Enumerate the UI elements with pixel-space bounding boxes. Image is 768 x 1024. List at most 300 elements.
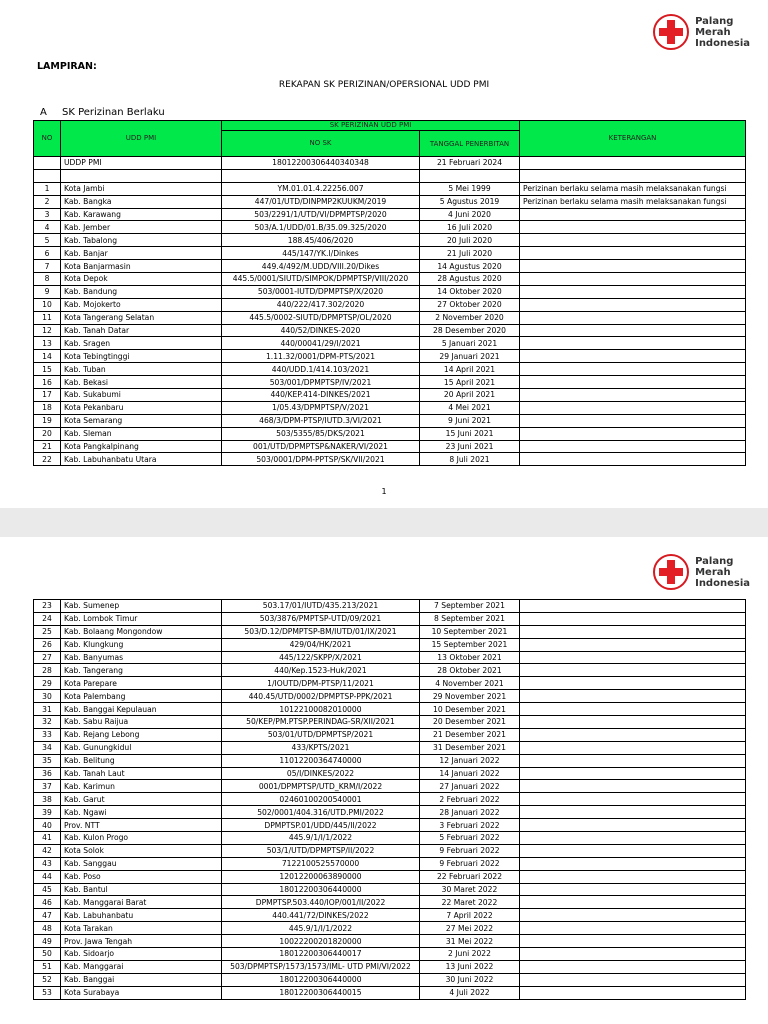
row-udd: Kab. Sragen — [61, 337, 222, 350]
row-udd: Kab. Tanah Datar — [61, 324, 222, 337]
row-no: 41 — [34, 832, 61, 845]
row-nosk: 440.441/72/DINKES/2022 — [222, 909, 420, 922]
row-tanggal: 10 Desember 2021 — [420, 703, 520, 716]
row-no: 17 — [34, 389, 61, 402]
row-nosk: 440/UDD.1/414.103/2021 — [222, 363, 420, 376]
row-nosk: 445.5/0002-SIUTD/DPMPTSP/OL/2020 — [222, 311, 420, 324]
row-nosk: 18012200306440017 — [222, 948, 420, 961]
table-row — [34, 285, 746, 298]
row-tanggal: 12 Januari 2022 — [420, 754, 520, 767]
table-row — [34, 440, 746, 453]
table-row — [34, 363, 746, 376]
row-udd: Kab. Kulon Progo — [61, 832, 222, 845]
table-row — [34, 427, 746, 440]
row-nosk: 503/0001-IUTD/DPMPTSP/X/2020 — [222, 285, 420, 298]
table-row — [34, 337, 746, 350]
pmi-logo — [653, 14, 750, 50]
row-no: 5 — [34, 234, 61, 247]
row-no: 23 — [34, 600, 61, 613]
row-keterangan — [520, 767, 746, 780]
row-udd: Kab. Sumenep — [61, 600, 222, 613]
row-keterangan — [520, 728, 746, 741]
row-udd: Kota Tebingtinggi — [61, 350, 222, 363]
row-tanggal: 10 September 2021 — [420, 625, 520, 638]
header-udd: UDD PMI — [61, 121, 222, 157]
row-nosk: 503.17/01/IUTD/435.213/2021 — [222, 600, 420, 613]
row-tanggal: 28 Agustus 2020 — [420, 273, 520, 286]
row-keterangan — [520, 247, 746, 260]
row-nosk: 18012200306440000 — [222, 973, 420, 986]
row-no: 33 — [34, 728, 61, 741]
row-keterangan — [520, 948, 746, 961]
blank-row — [34, 169, 746, 182]
row-keterangan — [520, 754, 746, 767]
row-tanggal: 2 Juni 2022 — [420, 948, 520, 961]
row-nosk: 449.4/492/M.UDD/VIII.20/Dikes — [222, 260, 420, 273]
row-no: 45 — [34, 883, 61, 896]
table-row — [34, 221, 746, 234]
row-keterangan — [520, 664, 746, 677]
row-nosk: 445.5/0001/SIUTD/SIMPOK/DPMPTSP/VIII/2020 — [222, 273, 420, 286]
row-nosk: 1/05.43/DPMPTSP/V/2021 — [222, 401, 420, 414]
row-tanggal: 28 Oktober 2021 — [420, 664, 520, 677]
row-no: 22 — [34, 453, 61, 466]
row-tanggal: 14 Oktober 2020 — [420, 285, 520, 298]
row-tanggal: 5 Agustus 2019 — [420, 195, 520, 208]
table-row — [34, 350, 746, 363]
row-udd: Kab. Sanggau — [61, 857, 222, 870]
table-row — [34, 401, 746, 414]
section-label: SK Perizinan Berlaku — [62, 107, 165, 118]
row-tanggal: 4 November 2021 — [420, 677, 520, 690]
row-udd: Kab. Bekasi — [61, 376, 222, 389]
row-udd: Kota Pekanbaru — [61, 401, 222, 414]
header-nosk: NO SK — [222, 131, 420, 157]
row-udd: Kab. Mojokerto — [61, 298, 222, 311]
row-udd: Kab. Manggarai — [61, 960, 222, 973]
row-keterangan — [520, 376, 746, 389]
row-keterangan — [520, 260, 746, 273]
row-udd: Kab. Bantul — [61, 883, 222, 896]
document-title: REKAPAN SK PERIZINAN/OPERSIONAL UDD PMI — [278, 80, 490, 90]
row-udd: Kota Solok — [61, 844, 222, 857]
row-no: 3 — [34, 208, 61, 221]
table-row — [34, 298, 746, 311]
table-row — [34, 986, 746, 999]
row-tanggal: 27 Oktober 2020 — [420, 298, 520, 311]
row-udd: Kota Surabaya — [61, 986, 222, 999]
table-row — [34, 612, 746, 625]
row-keterangan — [520, 337, 746, 350]
row-tanggal: 15 September 2021 — [420, 638, 520, 651]
row-tanggal: 4 Mei 2021 — [420, 401, 520, 414]
row-no: 46 — [34, 896, 61, 909]
sk-table-page-2 — [33, 599, 746, 1000]
row-tanggal: 14 Januari 2022 — [420, 767, 520, 780]
row-tanggal: 22 Februari 2022 — [420, 870, 520, 883]
table-row — [34, 922, 746, 935]
row-nosk: 503/D.12/DPMPTSP-BM/IUTD/01/IX/2021 — [222, 625, 420, 638]
row-no: 34 — [34, 741, 61, 754]
row-tanggal: 30 Juni 2022 — [420, 973, 520, 986]
table-row — [34, 883, 746, 896]
row-udd: Kab. Ngawi — [61, 806, 222, 819]
row-no: 43 — [34, 857, 61, 870]
row-nosk: 440/00041/29/I/2021 — [222, 337, 420, 350]
row-no: 6 — [34, 247, 61, 260]
row-tanggal: 9 Februari 2022 — [420, 857, 520, 870]
row-tanggal: 14 Agustus 2020 — [420, 260, 520, 273]
table-row — [34, 182, 746, 195]
row-nosk: 05/I/DINKES/2022 — [222, 767, 420, 780]
row-tanggal: 7 April 2022 — [420, 909, 520, 922]
row-udd: Kab. Sidoarjo — [61, 948, 222, 961]
row-udd: Kab. Labuhanbatu — [61, 909, 222, 922]
row-udd: Kab. Karawang — [61, 208, 222, 221]
row-nosk: 503/001/DPMPTSP/IV/2021 — [222, 376, 420, 389]
row-tanggal: 5 Februari 2022 — [420, 832, 520, 845]
row-udd: Kab. Tabalong — [61, 234, 222, 247]
row-tanggal: 8 Juli 2021 — [420, 453, 520, 466]
row-keterangan — [520, 703, 746, 716]
row-nosk: 10122100082010000 — [222, 703, 420, 716]
row-keterangan — [520, 973, 746, 986]
row-nosk: 0001/DPMPTSP/UTD_KRM/I/2022 — [222, 780, 420, 793]
row-tanggal: 21 Juli 2020 — [420, 247, 520, 260]
row-tanggal: 20 April 2021 — [420, 389, 520, 402]
row-udd: Kota Depok — [61, 273, 222, 286]
row-keterangan — [520, 986, 746, 999]
table-row — [34, 857, 746, 870]
table-row — [34, 870, 746, 883]
row-udd: Kota Parepare — [61, 677, 222, 690]
row-tanggal: 31 Desember 2021 — [420, 741, 520, 754]
row-no: 7 — [34, 260, 61, 273]
row-keterangan — [520, 832, 746, 845]
row-tanggal: 29 Januari 2021 — [420, 350, 520, 363]
logo-line2: Merah — [695, 26, 731, 38]
row-udd: Kab. Sleman — [61, 427, 222, 440]
row-keterangan — [520, 234, 746, 247]
row-keterangan — [520, 780, 746, 793]
row-nosk: 18012200306440015 — [222, 986, 420, 999]
row-keterangan — [520, 440, 746, 453]
row-keterangan — [520, 677, 746, 690]
row-udd: Kab. Banggai Kepulauan — [61, 703, 222, 716]
row-keterangan — [520, 960, 746, 973]
page-number: 1 — [381, 487, 387, 496]
row-tanggal: 23 Juni 2021 — [420, 440, 520, 453]
row-nosk: 12012200063890000 — [222, 870, 420, 883]
table-row — [34, 195, 746, 208]
row-no: 52 — [34, 973, 61, 986]
row-udd: Kab. Banjar — [61, 247, 222, 260]
row-tanggal: 13 Oktober 2021 — [420, 651, 520, 664]
row-nosk: 503/3876/PMPTSP-UTD/09/2021 — [222, 612, 420, 625]
row-nosk: 502/0001/404.316/UTD.PMI/2022 — [222, 806, 420, 819]
top-row-nosk: 18012200306440340348 — [222, 157, 420, 170]
table-row — [34, 767, 746, 780]
row-keterangan — [520, 896, 746, 909]
row-nosk: 445.9/1/I/1/2022 — [222, 832, 420, 845]
top-row-udd: UDDP PMI — [61, 157, 222, 170]
row-no: 16 — [34, 376, 61, 389]
table-row — [34, 453, 746, 466]
row-udd: Kab. Gunungkidul — [61, 741, 222, 754]
pmi-logo — [653, 554, 750, 590]
row-nosk: DPMPTSP.503.440/IOP/001/II/2022 — [222, 896, 420, 909]
logo-line3: Indonesia — [695, 577, 750, 589]
row-udd: Kab. Poso — [61, 870, 222, 883]
row-udd: Kab. Garut — [61, 793, 222, 806]
row-nosk: 440.45/UTD/0002/DPMPTSP-PPK/2021 — [222, 690, 420, 703]
row-nosk: 503/A.1/UDD/01.B/35.09.325/2020 — [222, 221, 420, 234]
row-nosk: 440/222/417.302/2020 — [222, 298, 420, 311]
table-row — [34, 960, 746, 973]
row-no: 38 — [34, 793, 61, 806]
sk-table-page-1 — [33, 120, 746, 466]
row-tanggal: 4 Juli 2022 — [420, 986, 520, 999]
top-row-tanggal: 21 Februari 2024 — [420, 157, 520, 170]
row-nosk: 433/KPTS/2021 — [222, 741, 420, 754]
row-udd: Kota Tangerang Selatan — [61, 311, 222, 324]
row-udd: Kab. Sabu Raijua — [61, 716, 222, 729]
row-keterangan — [520, 857, 746, 870]
row-keterangan: Perizinan berlaku selama masih melaksanakan fungsi — [520, 182, 746, 195]
row-udd: Kab. Karimun — [61, 780, 222, 793]
row-keterangan — [520, 651, 746, 664]
row-nosk: 503/DPMPTSP/1573/1573/IML- UTD PMI/VI/2022 — [222, 960, 420, 973]
row-keterangan — [520, 935, 746, 948]
row-keterangan — [520, 806, 746, 819]
row-no: 19 — [34, 414, 61, 427]
table-row — [34, 832, 746, 845]
row-nosk: 429/04/HK/2021 — [222, 638, 420, 651]
row-keterangan — [520, 870, 746, 883]
row-nosk: 001/UTD/DPMPTSP&NAKER/VI/2021 — [222, 440, 420, 453]
row-udd: Kab. Manggarai Barat — [61, 896, 222, 909]
row-no: 2 — [34, 195, 61, 208]
table-row — [34, 247, 746, 260]
table-row — [34, 376, 746, 389]
table-row — [34, 948, 746, 961]
row-no: 9 — [34, 285, 61, 298]
header-keterangan: KETERANGAN — [520, 121, 746, 157]
row-no: 51 — [34, 960, 61, 973]
section-letter: A — [40, 107, 47, 118]
row-no: 48 — [34, 922, 61, 935]
table-row — [34, 690, 746, 703]
row-udd: Kota Banjarmasin — [61, 260, 222, 273]
row-keterangan — [520, 909, 746, 922]
row-nosk: 503/1/UTD/DPMPTSP/II/2022 — [222, 844, 420, 857]
table-row — [34, 909, 746, 922]
row-udd: Kab. Banyumas — [61, 651, 222, 664]
row-udd: Kab. Belitung — [61, 754, 222, 767]
row-keterangan: Perizinan berlaku selama masih melaksanakan fungsi — [520, 195, 746, 208]
row-tanggal: 22 Maret 2022 — [420, 896, 520, 909]
row-keterangan — [520, 298, 746, 311]
row-nosk: YM.01.01.4.22256.007 — [222, 182, 420, 195]
row-nosk: 503/0001/DPM-PPTSP/SK/VII/2021 — [222, 453, 420, 466]
row-no: 4 — [34, 221, 61, 234]
row-keterangan — [520, 612, 746, 625]
row-nosk: 440/52/DINKES-2020 — [222, 324, 420, 337]
row-nosk: 10022200201820000 — [222, 935, 420, 948]
row-tanggal: 28 Januari 2022 — [420, 806, 520, 819]
row-keterangan — [520, 363, 746, 376]
row-udd: Prov. Jawa Tengah — [61, 935, 222, 948]
row-no: 53 — [34, 986, 61, 999]
row-keterangan — [520, 221, 746, 234]
row-no: 35 — [34, 754, 61, 767]
row-udd: Kota Tarakan — [61, 922, 222, 935]
row-nosk: 503/01/UTD/DPMPTSP/2021 — [222, 728, 420, 741]
row-keterangan — [520, 324, 746, 337]
row-no: 10 — [34, 298, 61, 311]
row-nosk: 468/3/DPM-PTSP/IUTD.3/VI/2021 — [222, 414, 420, 427]
row-no: 20 — [34, 427, 61, 440]
row-udd: Kota Pangkalpinang — [61, 440, 222, 453]
table-row — [34, 844, 746, 857]
row-no: 14 — [34, 350, 61, 363]
row-no: 32 — [34, 716, 61, 729]
row-nosk: 440/KEP.414-DINKES/2021 — [222, 389, 420, 402]
logo-line1: Palang — [695, 15, 734, 27]
table-row — [34, 819, 746, 832]
table-row — [34, 651, 746, 664]
row-no: 25 — [34, 625, 61, 638]
table-row — [34, 754, 746, 767]
row-keterangan — [520, 453, 746, 466]
row-tanggal: 14 April 2021 — [420, 363, 520, 376]
row-no: 40 — [34, 819, 61, 832]
row-udd: Kab. Labuhanbatu Utara — [61, 453, 222, 466]
row-no: 27 — [34, 651, 61, 664]
row-no: 36 — [34, 767, 61, 780]
table-row — [34, 703, 746, 716]
row-tanggal: 15 Juni 2021 — [420, 427, 520, 440]
row-tanggal: 4 Juni 2020 — [420, 208, 520, 221]
red-cross-icon — [653, 14, 689, 50]
row-tanggal: 9 Februari 2022 — [420, 844, 520, 857]
row-keterangan — [520, 389, 746, 402]
row-no: 37 — [34, 780, 61, 793]
table-row — [34, 208, 746, 221]
row-keterangan — [520, 844, 746, 857]
row-tanggal: 8 September 2021 — [420, 612, 520, 625]
row-tanggal: 29 November 2021 — [420, 690, 520, 703]
row-tanggal: 13 Juni 2022 — [420, 960, 520, 973]
row-keterangan — [520, 600, 746, 613]
row-tanggal: 20 Juli 2020 — [420, 234, 520, 247]
logo-line1: Palang — [695, 555, 734, 567]
table-row — [34, 260, 746, 273]
table-row — [34, 793, 746, 806]
table-row — [34, 728, 746, 741]
row-nosk: 440/Kep.1523-Huk/2021 — [222, 664, 420, 677]
table-row — [34, 896, 746, 909]
row-nosk: 02460100200540001 — [222, 793, 420, 806]
row-nosk: 445/122/SKPP/X/2021 — [222, 651, 420, 664]
row-nosk: 503/5355/85/DKS/2021 — [222, 427, 420, 440]
row-no: 12 — [34, 324, 61, 337]
row-nosk: 188.45/406/2020 — [222, 234, 420, 247]
row-tanggal: 27 Mei 2022 — [420, 922, 520, 935]
row-keterangan — [520, 414, 746, 427]
row-nosk: 445.9/1/I/1/2022 — [222, 922, 420, 935]
table-row — [34, 935, 746, 948]
row-no: 44 — [34, 870, 61, 883]
row-no: 15 — [34, 363, 61, 376]
row-keterangan — [520, 690, 746, 703]
row-no: 29 — [34, 677, 61, 690]
row-nosk: DPMPTSP.01/UDD/445/II/2022 — [222, 819, 420, 832]
row-nosk: 11012200364740000 — [222, 754, 420, 767]
row-nosk: 445/147/YK.I/Dinkes — [222, 247, 420, 260]
row-keterangan — [520, 273, 746, 286]
row-no: 24 — [34, 612, 61, 625]
row-keterangan — [520, 625, 746, 638]
row-tanggal: 27 Januari 2022 — [420, 780, 520, 793]
row-keterangan — [520, 819, 746, 832]
row-no: 49 — [34, 935, 61, 948]
row-udd: Kab. Tangerang — [61, 664, 222, 677]
table-row — [34, 677, 746, 690]
table-row — [34, 625, 746, 638]
row-keterangan — [520, 922, 746, 935]
row-udd: Kab. Bolaang Mongondow — [61, 625, 222, 638]
logo-line2: Merah — [695, 566, 731, 578]
row-tanggal: 3 Februari 2022 — [420, 819, 520, 832]
row-tanggal: 2 November 2020 — [420, 311, 520, 324]
table-row — [34, 389, 746, 402]
row-no: 47 — [34, 909, 61, 922]
row-keterangan — [520, 285, 746, 298]
row-keterangan — [520, 793, 746, 806]
row-tanggal: 20 Desember 2021 — [420, 716, 520, 729]
row-nosk: 18012200306440000 — [222, 883, 420, 896]
table-row — [34, 234, 746, 247]
row-udd: Kota Palembang — [61, 690, 222, 703]
row-udd: Kab. Lombok Timur — [61, 612, 222, 625]
document-page-2 — [0, 537, 768, 1024]
document-page-1 — [0, 0, 768, 508]
row-tanggal: 7 September 2021 — [420, 600, 520, 613]
row-nosk: 7122100525570000 — [222, 857, 420, 870]
row-keterangan — [520, 208, 746, 221]
row-no: 13 — [34, 337, 61, 350]
row-no: 31 — [34, 703, 61, 716]
row-no: 21 — [34, 440, 61, 453]
table-row — [34, 273, 746, 286]
table-row — [34, 664, 746, 677]
row-udd: Kota Jambi — [61, 182, 222, 195]
row-keterangan — [520, 350, 746, 363]
table-row — [34, 973, 746, 986]
row-no: 50 — [34, 948, 61, 961]
row-tanggal: 21 Desember 2021 — [420, 728, 520, 741]
logo-line3: Indonesia — [695, 37, 750, 49]
table-row — [34, 600, 746, 613]
row-udd: Prov. NTT — [61, 819, 222, 832]
row-udd: Kab. Tanah Laut — [61, 767, 222, 780]
row-no: 1 — [34, 182, 61, 195]
table-row — [34, 780, 746, 793]
section-heading — [40, 107, 165, 118]
row-no: 28 — [34, 664, 61, 677]
table-row — [34, 414, 746, 427]
